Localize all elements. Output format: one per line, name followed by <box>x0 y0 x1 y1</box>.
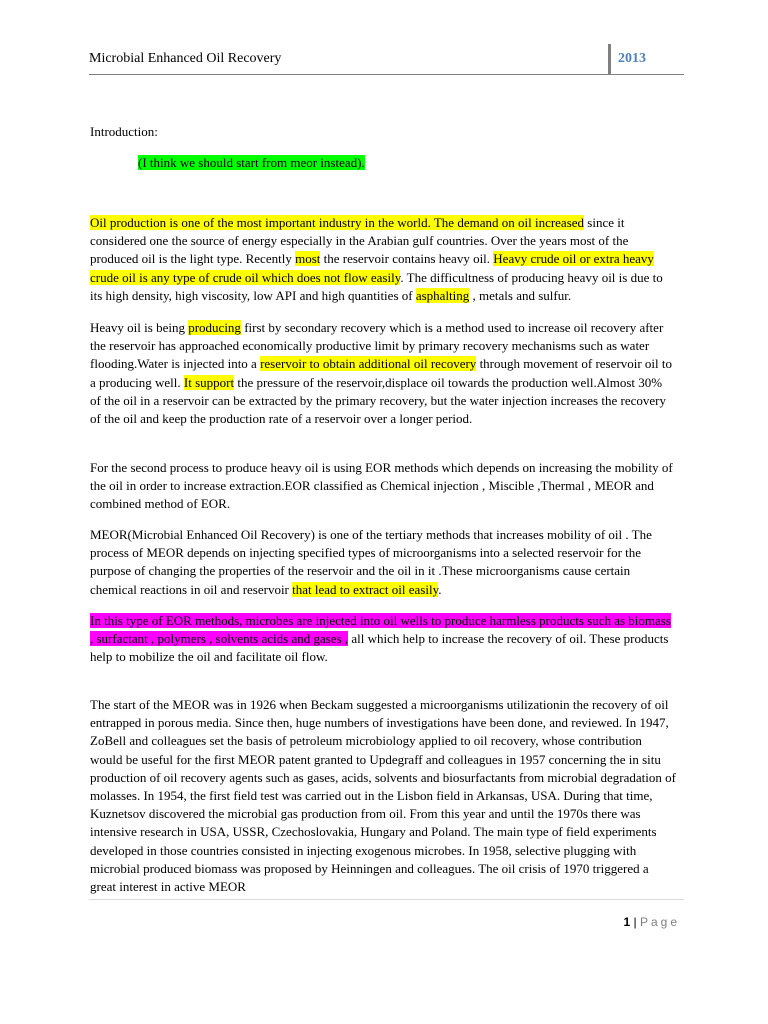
p2-text-7: the pressure of the reservoir,displace oil towards the production well.Almost 30% of the oil in a reservoir can be extracted by the primary recovery, but the water injection increases the recovery of the oil and keep the production rate of a reservoir over a longer period. <box>90 374 666 427</box>
p4-text-3: . <box>438 581 442 597</box>
header-divider <box>608 44 611 74</box>
p4-highlight-2: that lead to extract oil easily <box>292 581 439 597</box>
page-number: 1 <box>623 915 631 929</box>
paragraph-1 <box>90 214 676 305</box>
p1-highlight-3: most <box>295 251 321 267</box>
p1-text-8: , metals and sulfur. <box>469 287 572 303</box>
p1-highlight-1: Oil production is one of the most important industry in the world. The demand on oil increased <box>90 215 585 230</box>
footer-rule <box>89 899 684 900</box>
paragraph-4 <box>90 526 676 599</box>
p4-text-1: MEOR(Microbial Enhanced Oil Recovery) is one of the tertiary methods that increases mobility of oil . The process of MEOR depends on injecting specified types of microorganisms into a selected reservoir for the purpose of changing the properties of the reservoir and the oil in it .These microorganisms cause certain chemical reactions in oil and reservoir <box>90 527 652 597</box>
p3-text: For the second process to produce heavy oil is using EOR methods which depends on increasing the mobility of the oil in order to increase extraction.EOR classified as Chemical injection , Miscible ,Thermal , MEOR and combined method of EOR. <box>90 460 673 512</box>
comment-highlight: (I think we should start from meor instead). <box>138 155 365 170</box>
footer-separator: | <box>633 915 637 929</box>
p5-text-2: all which help to increase the recovery of oil. These products help to mobilize the oil and facilitate oil flow. <box>90 631 669 665</box>
p2-text-1: Heavy oil is being <box>90 320 189 335</box>
page-footer <box>600 915 680 929</box>
p1-text-6: . The difficultness of producing heavy oil is due to its high density, high viscosity, low API and high quantities of <box>90 269 663 303</box>
p6-text: The start of the MEOR was in 1926 when Beckam suggested a microorganisms utilizationin the recovery of oil entrapped in porous media. Since then, huge numbers of investigations have been done, and reviewed. In 1947, ZoBell and colleagues set the basis of petroleum microbiology applied to oil recovery, whose contribution would be useful for the first MEOR patent granted to Updegraff and colleagues in 1957 concerning the in situ production of oil recovery agents such as gases, acids, solvents and biosurfactants from microbial degradation of molasses. In 1954, the first field test was carried out in the Lisbon field in Arkansas, USA. During that time, Kuznetsov discovered the microbial gas production from oil. From this year and until the 1970s there was intensive research in USA, USSR, Czechoslovakia, Hungary and Poland. The main type of field experiments developed in those countries consisted in injecting exogenous microbes. In 1958, selective plugging with microbial produced biomass was proposed by Heinningen and colleagues. The oil crisis of 1970 triggered a great interest in active MEOR <box>90 697 676 895</box>
paragraph-3 <box>90 459 676 514</box>
p5-highlight-1: In this type of EOR methods, microbes are injected into oil wells to produce harmless products such as biomass , surfactant , polymers , solvents acids and gases , <box>90 613 671 647</box>
paragraph-5 <box>90 612 676 667</box>
p1-text-4: the reservoir contains heavy oil. <box>320 251 494 267</box>
page-header <box>89 44 684 75</box>
page-word: Page <box>639 915 680 929</box>
p2-highlight-6: It support <box>183 374 235 390</box>
p2-highlight-4: reservoir to obtain additional oil recovery <box>260 356 477 372</box>
p1-highlight-7: asphalting <box>415 287 470 303</box>
paragraph-2 <box>90 319 676 428</box>
header-year: 2013 <box>618 51 646 66</box>
p1-highlight-5: Heavy crude oil or extra heavy crude oil is any type of crude oil which does not flow easily <box>90 251 654 285</box>
p2-highlight-2: producing <box>188 320 241 335</box>
p2-text-3: first by secondary recovery which is a method used to increase oil recovery after the reservoir has approached economically productive limit by primary recovery mechanisms such as water flooding.Water is injected into a <box>90 320 664 372</box>
header-title: Microbial Enhanced Oil Recovery <box>89 51 282 66</box>
review-comment <box>138 154 678 172</box>
paragraph-6 <box>90 696 676 896</box>
p2-text-5: through movement of reservoir oil to a producing well. <box>90 356 672 390</box>
intro-heading <box>90 123 676 141</box>
intro-label: Introduction: <box>90 124 158 139</box>
p1-text-2: since it considered one the source of energy especially in the Arabian gulf countries. Over the years most of the produced oil is the light type. Recently <box>90 215 629 267</box>
